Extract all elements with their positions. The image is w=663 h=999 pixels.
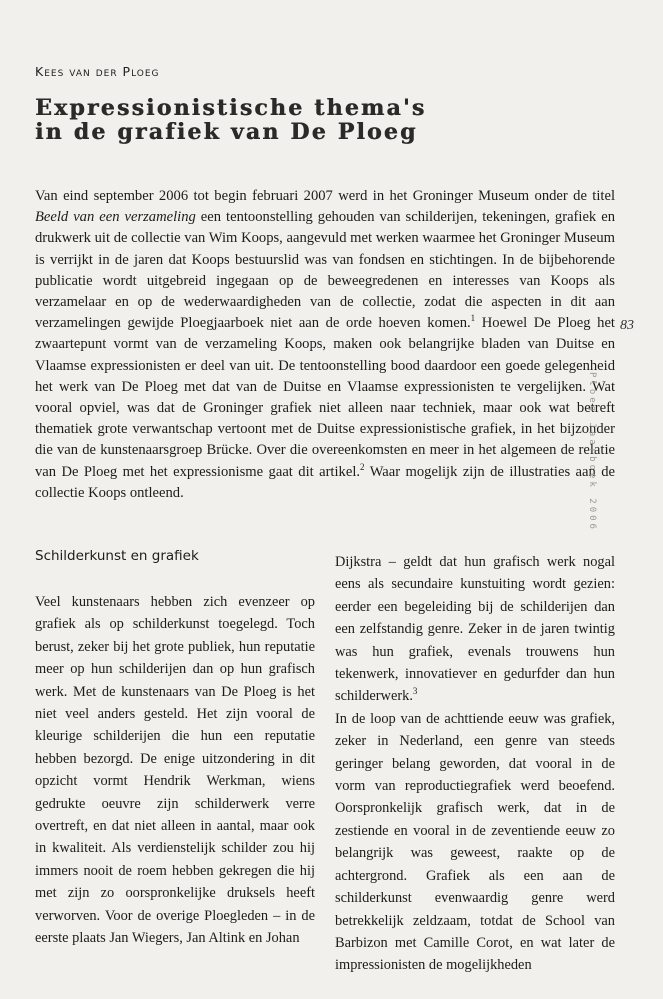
article-title (35, 96, 595, 144)
right-para-1-text: Dijkstra – geldt dat hun grafisch werk nogal eens als secundaire kunstuiting wordt gezien: eerder een begeleiding bij de schilderijen dan een zelfstandig genre. Zeker in de jaren twintig was hun grafiek, evenals trouwens hun tekenwerk, innovatiever en gedurfder dan hun schilderwerk. (335, 554, 615, 705)
footnote-ref-2: 2 (360, 461, 365, 472)
left-column (35, 545, 315, 950)
right-column (335, 551, 615, 977)
right-column-paragraph-2: In de loop van de achttiende eeuw was grafiek, zeker in Nederland, een genre van steeds geringer belang geworden, dat vooral in de vorm van reproductiegrafiek werd beoefend. Oorspronkelijk grafisch werk, dat in de zestiende en vooral in de zeventiende eeuw zo belangrijk was geweest, raakte op de achtergrond. Grafiek als een aan de schilderkunst evenwaardig genre werd betrekkelijk zeldzaam, totdat de School van Barbizon met Camille Corot, en wat later de impressionisten de mogelijkheden (335, 710, 615, 974)
exhibition-title: Beeld van een verzameling (35, 209, 196, 226)
intro-text-3: Hoewel De Ploeg het zwaartepunt vormt van de verzameling Koops, maken ook belangrijke bladen van Duitse en Vlaamse expressionisten er deel van uit. De tentoonstelling bood daardoor een goede gelegenheid het werk van De Ploeg met dat van de Duitse en Vlaamse expressionisten te vergelijken. Wat vooral opviel, was dat de Groninger grafiek niet alleen naar techniek, maar ook wat betreft thematiek grote verwantschap vertoont met de Duitse expressionistische grafiek, in het bijzonder die van de kunstenaarsgroep Brücke. Over die overeenkomsten en meer in het algemeen de relatie van De Ploeg met het expressionisme gaat dit artikel. (35, 315, 615, 480)
footnote-ref-3: 3 (412, 686, 418, 697)
page-number: 83 (620, 318, 634, 333)
title-line-1: Expressionistische thema's (35, 95, 427, 121)
intro-paragraph (35, 186, 615, 504)
right-column-paragraph-1 (335, 551, 615, 708)
running-footer: Ploeg Jaarboek 2006 (587, 372, 597, 532)
intro-text-4: Waar mogelijk zijn de illustraties aan de collectie Koops ontleend. (35, 463, 615, 501)
left-column-paragraph: Veel kunstenaars hebben zich evenzeer op grafiek als op schilderkunst toegelegd. Toch berust, zeker bij het grote publiek, hun reputatie meer op hun schilderijen dan op hun grafisch werk. Met de kunstenaars van De Ploeg is het niet veel anders gesteld. Het zijn vooral de kleurige schilderijen die hun een reputatie hebben bezorgd. De enige uitzondering in dit opzicht vormt Hendrik Werkman, wiens gedrukte oeuvre zijn schilderwerk verre overtreft, en dat niet alleen in aantal, maar ook in kwaliteit. Als verdienstelijk schilder zou hij immers nooit de roem hebben gekregen die hij met zijn zo oorspronkelijke druksels heeft verworven. Voor de overige Ploegleden – in de eerste plaats Jan Wiegers, Jan Altink en Johan (35, 594, 315, 947)
section-heading: Schilderkunst en grafiek (35, 548, 199, 564)
intro-text-2: een tentoonstelling gehouden van schilderijen, tekeningen, grafiek en drukwerk uit de collectie van Wim Koops, aangevuld met werken waarmee het Groninger Museum is verrijkt in de jaren dat Koops bestuurslid was van fondsen en stichtingen. In de bijbehorende publicatie wordt uitgebreid ingegaan op de beweegredenen en interesses van Koops als verzamelaar en op de wederwaardigheden van de collectie, zodat die aspecten in dit aan verzamelingen gewijde Ploegjaarboek niet aan de orde hoeven komen. (35, 209, 615, 332)
title-line-2: in de grafiek van De Ploeg (35, 119, 418, 145)
footnote-ref-1: 1 (470, 313, 476, 324)
author-name: Kees van der Ploeg (35, 64, 160, 79)
intro-text-1: Van eind september 2006 tot begin februari 2007 werd in het Groninger Museum onder de titel (35, 188, 615, 204)
